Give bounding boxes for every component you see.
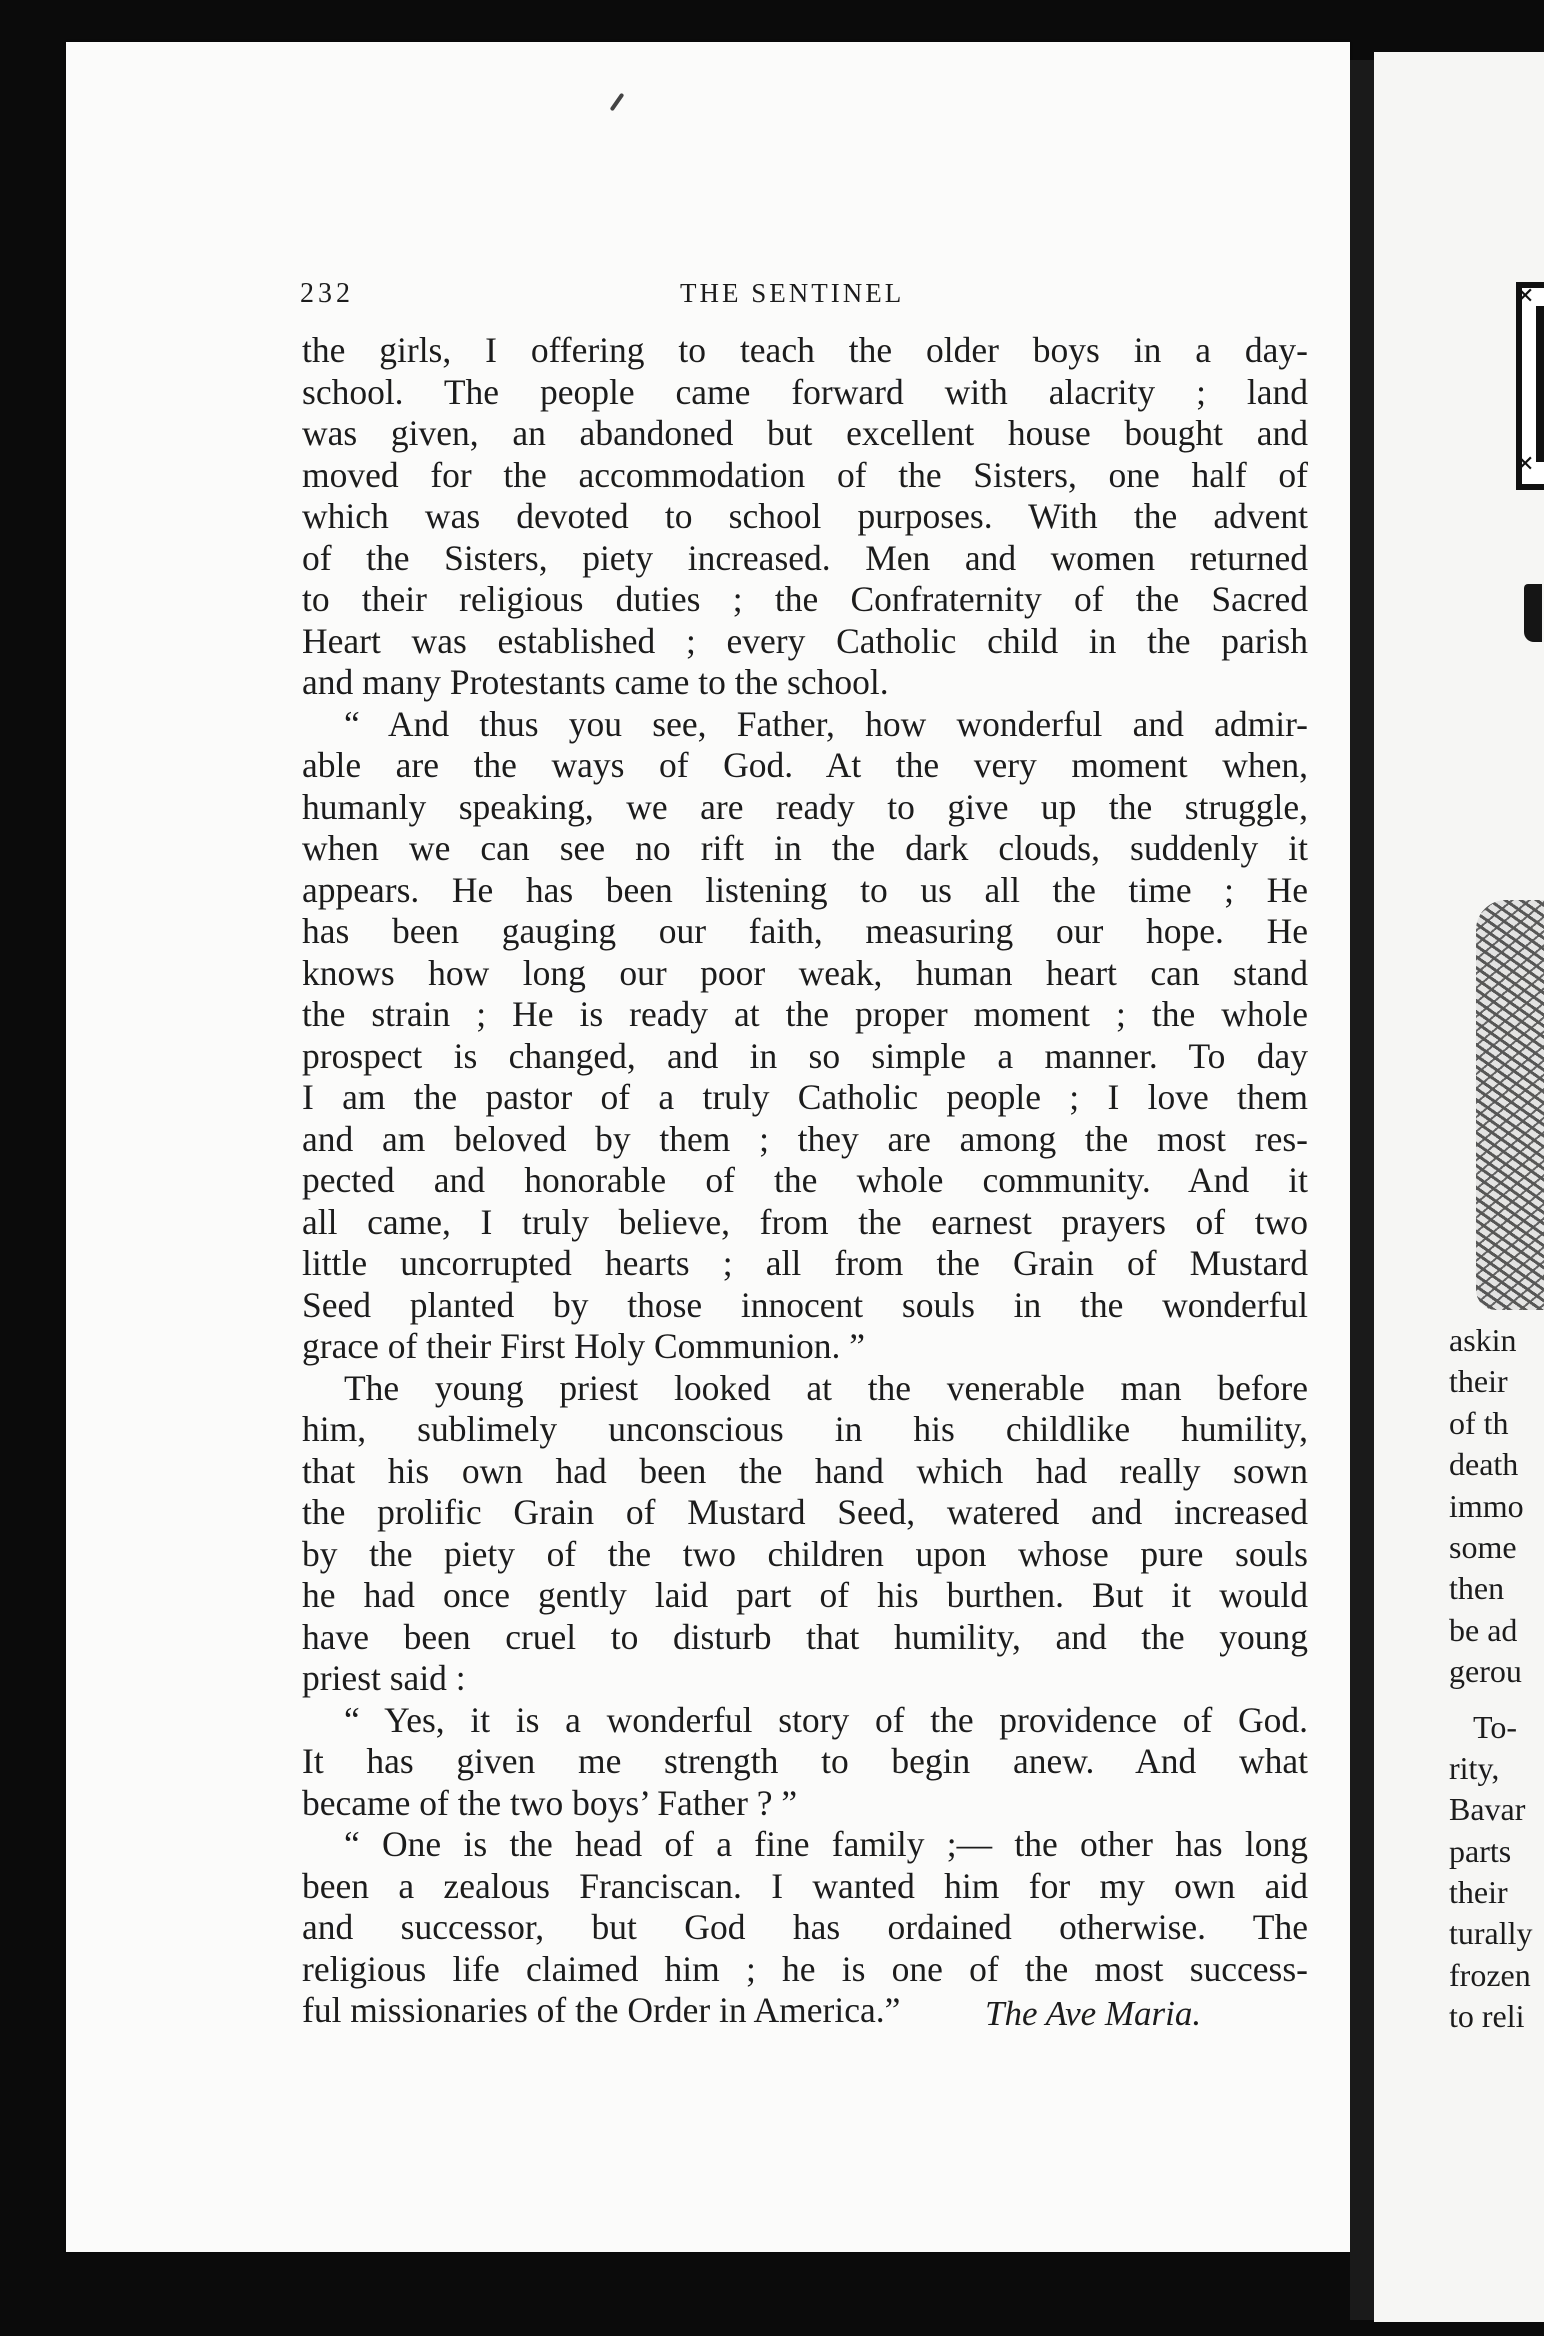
text-line: to their religious duties ; the Confraternity of the Sacred [302, 579, 1308, 619]
facing-text-fragment: to reli [1449, 1998, 1525, 2035]
text-line: Seed planted by those innocent souls in the wonderful [302, 1284, 1308, 1325]
text-line: I am the pastor of a truly Catholic people ; I love them [302, 1077, 1308, 1117]
text-line: the girls, I offering to teach the older boys in a day- [302, 330, 1308, 370]
text-line: when we can see no rift in the dark clouds, suddenly it [302, 828, 1308, 868]
facing-text-fragment: immo [1449, 1487, 1524, 1524]
facing-text-fragment: frozen [1449, 1956, 1531, 1993]
source-attribution: The Ave Maria. [985, 1994, 1202, 2033]
text-line: pected and honorable of the whole community. And it [302, 1160, 1308, 1200]
facing-text-fragment: death [1449, 1446, 1519, 1483]
text-line: became of the two boys’ Father ? ” [302, 1782, 798, 1823]
facing-text-fragment: gerou [1449, 1653, 1522, 1690]
article-text [302, 330, 1308, 2032]
text-line: able are the ways of God. At the very moment when, [302, 745, 1308, 785]
text-line: was given, an abandoned but excellent house bought and [302, 413, 1308, 453]
text-line: has been gauging our faith, measuring our hope. He [302, 911, 1308, 951]
facing-text-fragment: then [1449, 1570, 1505, 1607]
text-line: the prolific Grain of Mustard Seed, watered and increased [302, 1492, 1308, 1532]
facing-text-fragment: parts [1449, 1832, 1512, 1869]
text-line: prospect is changed, and in so simple a manner. To day [302, 1035, 1308, 1076]
text-line: priest said : [302, 1658, 466, 1698]
text-line: him, sublimely unconscious in his childlike humility, [302, 1409, 1308, 1449]
facing-text-fragment: Bavar [1449, 1791, 1526, 1828]
text-line: knows how long our poor weak, human heart can stand [302, 952, 1308, 993]
facing-text-fragment: askin [1449, 1322, 1517, 1358]
text-line: been a zealous Franciscan. I wanted him for my own aid [302, 1865, 1308, 1906]
facing-text-fragment: their [1449, 1363, 1508, 1400]
text-line: little uncorrupted hearts ; all from the Grain of Mustard [302, 1243, 1308, 1283]
running-head-title: THE SENTINEL [680, 278, 905, 308]
text-line: appears. He has been listening to us all the time ; He [302, 869, 1308, 910]
facing-text-fragment: To- [1473, 1708, 1517, 1745]
text-line: that his own had been the hand which had really sown [302, 1450, 1308, 1491]
facing-text-fragment: of th [1449, 1404, 1509, 1441]
text-line: “ One is the head of a fine family ;— the other has long [344, 1824, 1308, 1864]
initial-glyph-fragment [1524, 584, 1542, 642]
text-line: which was devoted to school purposes. With the advent [302, 496, 1308, 536]
text-line: all came, I truly believe, from the earnest prayers of two [302, 1201, 1308, 1242]
text-line: “ Yes, it is a wonderful story of the providence of God. [344, 1699, 1308, 1740]
text-line: he had once gently laid part of his burthen. But it would [302, 1575, 1308, 1615]
text-line: school. The people came forward with alacrity ; land [302, 371, 1308, 412]
ornament-cross-icon: ✕ [1516, 284, 1535, 309]
text-line: by the piety of the two children upon whose pure souls [302, 1533, 1308, 1574]
book-gutter [1350, 60, 1374, 2320]
text-line: and successor, but God has ordained otherwise. The [302, 1907, 1308, 1947]
text-line: the strain ; He is ready at the proper moment ; the whole [302, 994, 1308, 1034]
text-line: “ And thus you see, Father, how wonderful and admir- [344, 703, 1308, 744]
text-line: have been cruel to disturb that humility, and the young [302, 1616, 1308, 1657]
text-line: of the Sisters, piety increased. Men and women returned [302, 537, 1308, 578]
text-line: and am beloved by them ; they are among the most res- [302, 1118, 1308, 1159]
text-line: religious life claimed him ; he is one of the most success- [302, 1948, 1308, 1989]
text-line: moved for the accommodation of the Sisters, one half of [302, 454, 1308, 495]
ornament-cross-icon: ✕ [1516, 452, 1535, 477]
text-line: ful missionaries of the Order in America.” [302, 1990, 901, 2030]
facing-text-fragment: their [1449, 1874, 1508, 1911]
facing-page-text [1449, 1320, 1544, 2038]
running-head [300, 278, 1320, 318]
facing-text-fragment: be ad [1449, 1611, 1518, 1648]
text-line: grace of their First Holy Communion. ” [302, 1326, 865, 1366]
text-line: humanly speaking, we are ready to give up the struggle, [302, 786, 1308, 827]
paragraph-gap [1449, 1693, 1544, 1707]
page-number: 232 [300, 278, 354, 309]
text-line: and many Protestants came to the school. [302, 662, 889, 702]
engraved-illustration [1476, 900, 1544, 1310]
facing-text-fragment: rity, [1449, 1749, 1500, 1786]
text-line: It has given me strength to begin anew. And what [302, 1741, 1308, 1781]
text-line: The young priest looked at the venerable man before [344, 1367, 1308, 1408]
text-line: Heart was established ; every Catholic child in the parish [302, 620, 1308, 661]
facing-text-fragment: turally [1449, 1915, 1533, 1952]
facing-text-fragment: some [1449, 1528, 1517, 1565]
